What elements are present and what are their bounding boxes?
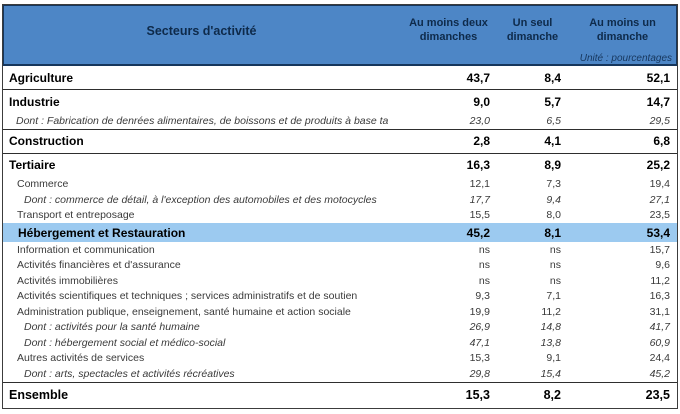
value-au-moins-un-dimanche: 24,4	[649, 352, 670, 365]
value-un-seul-dimanche: ns	[549, 243, 561, 256]
row-label: Administration publique, enseignement, santé humaine et action sociale	[17, 305, 351, 318]
row-label: Ensemble	[9, 388, 69, 402]
row-label: Autres activités de services	[17, 352, 145, 365]
header-un-seul-dimanche: Un seul dimanche	[506, 17, 559, 43]
row-label: Activités scientifiques et techniques ; services administratifs et de soutien	[17, 290, 358, 303]
value-au-moins-deux-dimanches: 15,5	[469, 209, 490, 222]
value-un-seul-dimanche: 8,2	[543, 388, 561, 402]
value-au-moins-deux-dimanches: 17,7	[469, 193, 490, 206]
table-row	[3, 153, 677, 177]
value-un-seul-dimanche: 8,1	[544, 225, 561, 240]
value-au-moins-un-dimanche: 53,4	[646, 225, 670, 240]
value-un-seul-dimanche: ns	[549, 259, 561, 272]
value-un-seul-dimanche: 8,9	[544, 158, 561, 172]
value-au-moins-un-dimanche: 23,5	[645, 388, 670, 402]
table-row	[3, 208, 677, 224]
value-au-moins-un-dimanche: 23,5	[649, 209, 670, 222]
value-au-moins-deux-dimanches: 2,8	[473, 134, 490, 148]
unit-label: Unité : pourcentages	[579, 53, 672, 64]
value-au-moins-deux-dimanches: 26,9	[469, 321, 490, 334]
table-row	[3, 258, 677, 274]
value-au-moins-un-dimanche: 19,4	[649, 178, 670, 191]
value-un-seul-dimanche: 9,1	[546, 352, 561, 365]
value-un-seul-dimanche: 9,4	[546, 193, 561, 206]
value-au-moins-deux-dimanches: ns	[478, 274, 490, 287]
table-row	[3, 351, 677, 367]
table-row	[3, 113, 677, 129]
row-label: Transport et entreposage	[17, 209, 135, 222]
value-au-moins-deux-dimanches: 12,1	[469, 178, 490, 191]
value-au-moins-deux-dimanches: 9,0	[473, 94, 490, 109]
value-au-moins-un-dimanche: 11,2	[650, 274, 670, 287]
row-label: Dont : hébergement social et médico-social	[24, 336, 226, 349]
row-label: Activités immobilières	[17, 274, 118, 287]
value-au-moins-deux-dimanches: 23,0	[469, 114, 490, 127]
value-au-moins-un-dimanche: 27,1	[649, 193, 670, 206]
value-un-seul-dimanche: 7,3	[546, 178, 561, 191]
header-secteurs-activite: Secteurs d'activité	[146, 24, 257, 38]
row-label: Activités financières et d'assurance	[17, 259, 181, 272]
value-au-moins-un-dimanche: 60,9	[649, 336, 670, 349]
table-row	[3, 366, 677, 382]
value-au-moins-un-dimanche: 25,2	[646, 158, 670, 172]
value-au-moins-deux-dimanches: 9,3	[475, 290, 490, 303]
row-label: Hébergement et Restauration	[18, 225, 186, 240]
value-au-moins-un-dimanche: 14,7	[646, 94, 670, 109]
table-row	[3, 242, 677, 258]
row-label: Dont : activités pour la santé humaine	[24, 321, 200, 334]
value-un-seul-dimanche: 5,7	[544, 94, 561, 109]
table-header	[3, 5, 677, 66]
value-au-moins-deux-dimanches: 16,3	[466, 158, 490, 172]
value-au-moins-un-dimanche: 15,7	[649, 243, 670, 256]
value-un-seul-dimanche: ns	[549, 274, 561, 287]
row-label: Commerce	[17, 178, 69, 191]
value-au-moins-un-dimanche: 9,6	[655, 259, 670, 272]
value-au-moins-un-dimanche: 16,3	[649, 290, 670, 303]
value-un-seul-dimanche: 11,2	[541, 305, 561, 318]
table-row	[3, 289, 677, 305]
row-label: Dont : commerce de détail, à l'exception des automobiles et des motocycles	[24, 193, 377, 206]
value-au-moins-un-dimanche: 41,7	[649, 321, 670, 334]
value-un-seul-dimanche: 14,8	[540, 321, 561, 334]
table-row	[3, 320, 677, 336]
value-au-moins-deux-dimanches: 19,9	[469, 305, 490, 318]
table-row	[3, 335, 677, 351]
value-un-seul-dimanche: 6,5	[546, 114, 561, 127]
value-au-moins-un-dimanche: 6,8	[653, 134, 670, 148]
table-body	[3, 66, 677, 408]
value-au-moins-un-dimanche: 52,1	[646, 70, 670, 85]
value-un-seul-dimanche: 4,1	[544, 134, 561, 148]
value-au-moins-un-dimanche: 45,2	[649, 367, 670, 380]
value-au-moins-deux-dimanches: 15,3	[465, 388, 490, 402]
table-row	[3, 89, 677, 113]
value-un-seul-dimanche: 8,0	[546, 209, 561, 222]
value-au-moins-deux-dimanches: 45,2	[466, 225, 490, 240]
table-row	[3, 66, 677, 89]
value-un-seul-dimanche: 15,4	[540, 367, 561, 380]
value-au-moins-deux-dimanches: ns	[478, 259, 490, 272]
value-un-seul-dimanche: 13,8	[540, 336, 561, 349]
row-label: Dont : Fabrication de denrées alimentaires, de boissons et de produits à base ta	[16, 114, 389, 127]
header-au-moins-deux-dimanches: Au moins deux dimanches	[409, 17, 488, 43]
value-au-moins-deux-dimanches: 15,3	[469, 352, 490, 365]
table-row	[3, 382, 677, 408]
table-row	[3, 177, 677, 193]
row-label: Information et communication	[17, 243, 155, 256]
value-au-moins-deux-dimanches: ns	[478, 243, 490, 256]
header-au-moins-un-dimanche: Au moins un dimanche	[589, 17, 656, 43]
sunday-work-sectors-table	[2, 4, 678, 409]
row-label: Tertiaire	[9, 158, 56, 172]
value-un-seul-dimanche: 8,4	[544, 70, 561, 85]
table-row	[3, 223, 677, 242]
table-row	[3, 192, 677, 208]
value-au-moins-deux-dimanches: 29,8	[469, 367, 490, 380]
row-label: Construction	[9, 134, 84, 148]
value-un-seul-dimanche: 7,1	[546, 290, 561, 303]
row-label: Dont : arts, spectacles et activités récréatives	[24, 367, 235, 380]
row-label: Industrie	[9, 94, 60, 109]
value-au-moins-deux-dimanches: 47,1	[469, 336, 490, 349]
value-au-moins-deux-dimanches: 43,7	[466, 70, 490, 85]
row-label: Agriculture	[9, 70, 74, 85]
value-au-moins-un-dimanche: 29,5	[649, 114, 670, 127]
table-row	[3, 304, 677, 320]
table-row	[3, 129, 677, 153]
value-au-moins-un-dimanche: 31,1	[649, 305, 670, 318]
table-row	[3, 273, 677, 289]
